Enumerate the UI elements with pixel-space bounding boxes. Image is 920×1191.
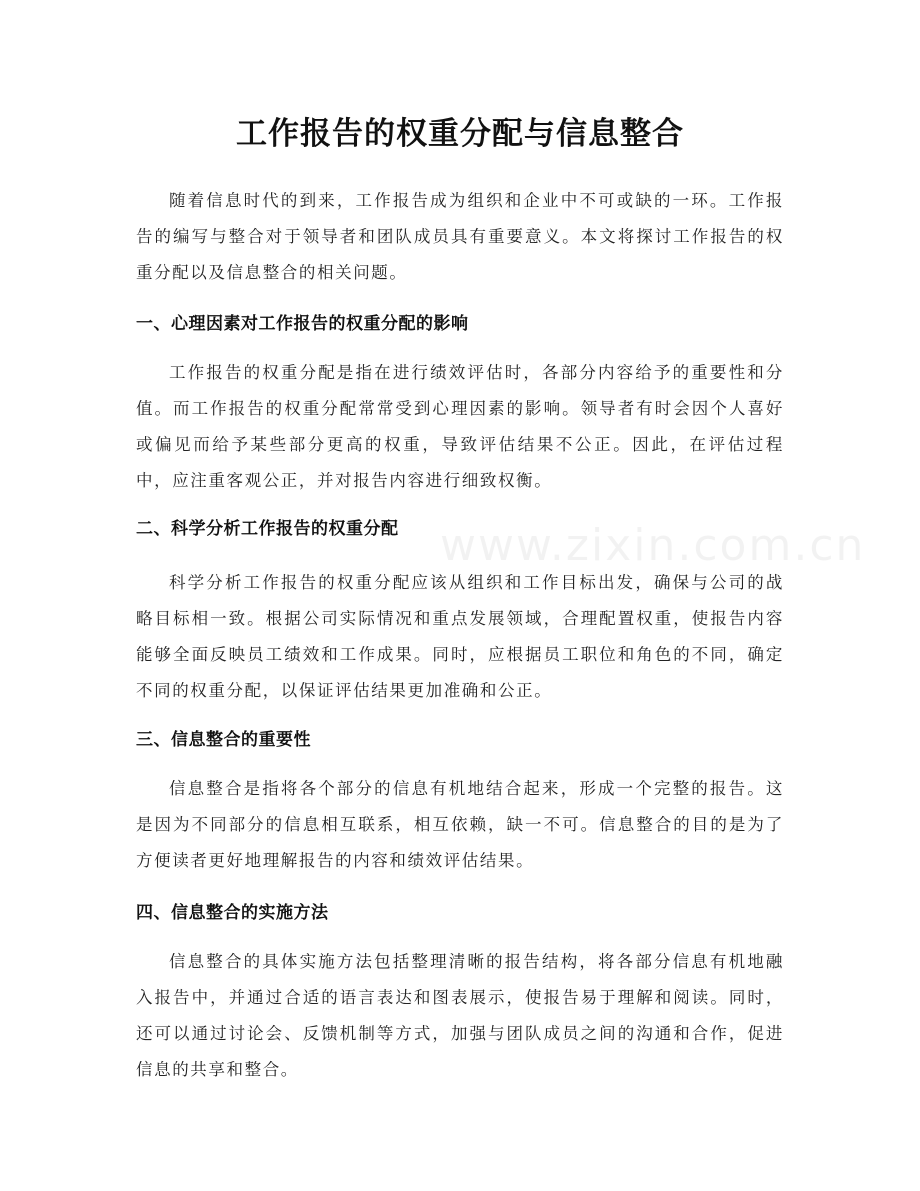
section-1-heading: 一、心理因素对工作报告的权重分配的影响 bbox=[136, 314, 469, 334]
section-2-body: 科学分析工作报告的权重分配应该从组织和工作目标出发，确保与公司的战略目标相一致。根据公司实际情况和重点发展领域，合理配置权重，使报告内容能够全面反映员工绩效和工作成果。同时，应根据员工职位和角色的不同，确定不同的权重分配，以保证评估结果更加准确和公正。 bbox=[136, 573, 784, 700]
section-2-heading: 二、科学分析工作报告的权重分配 bbox=[136, 519, 399, 539]
watermark-text: www.zixin.com.cn bbox=[440, 520, 866, 571]
intro-paragraph: 随着信息时代的到来，工作报告成为组织和企业中不可或缺的一环。工作报告的编写与整合对于领导者和团队成员具有重要意义。本文将探讨工作报告的权重分配以及信息整合的相关问题。 bbox=[136, 191, 784, 282]
section-3-heading: 三、信息整合的重要性 bbox=[136, 730, 311, 750]
section-1-body: 工作报告的权重分配是指在进行绩效评估时，各部分内容给予的重要性和分值。而工作报告的权重分配常常受到心理因素的影响。领导者有时会因个人喜好或偏见而给予某些部分更高的权重，导致评估结果不公正。因此，在评估过程中，应注重客观公正，并对报告内容进行细致权衡。 bbox=[136, 363, 784, 490]
section-3-body: 信息整合是指将各个部分的信息有机地结合起来，形成一个完整的报告。这是因为不同部分的信息相互联系，相互依赖，缺一不可。信息整合的目的是为了方便读者更好地理解报告的内容和绩效评估结果。 bbox=[136, 779, 784, 870]
section-4-heading: 四、信息整合的实施方法 bbox=[136, 903, 329, 923]
section-4-body: 信息整合的具体实施方法包括整理清晰的报告结构，将各部分信息有机地融入报告中，并通过合适的语言表达和图表展示，使报告易于理解和阅读。同时，还可以通过讨论会、反馈机制等方式，加强与团队成员之间的沟通和合作，促进信息的共享和整合。 bbox=[136, 952, 784, 1079]
document-title: 工作报告的权重分配与信息整合 bbox=[236, 116, 684, 152]
